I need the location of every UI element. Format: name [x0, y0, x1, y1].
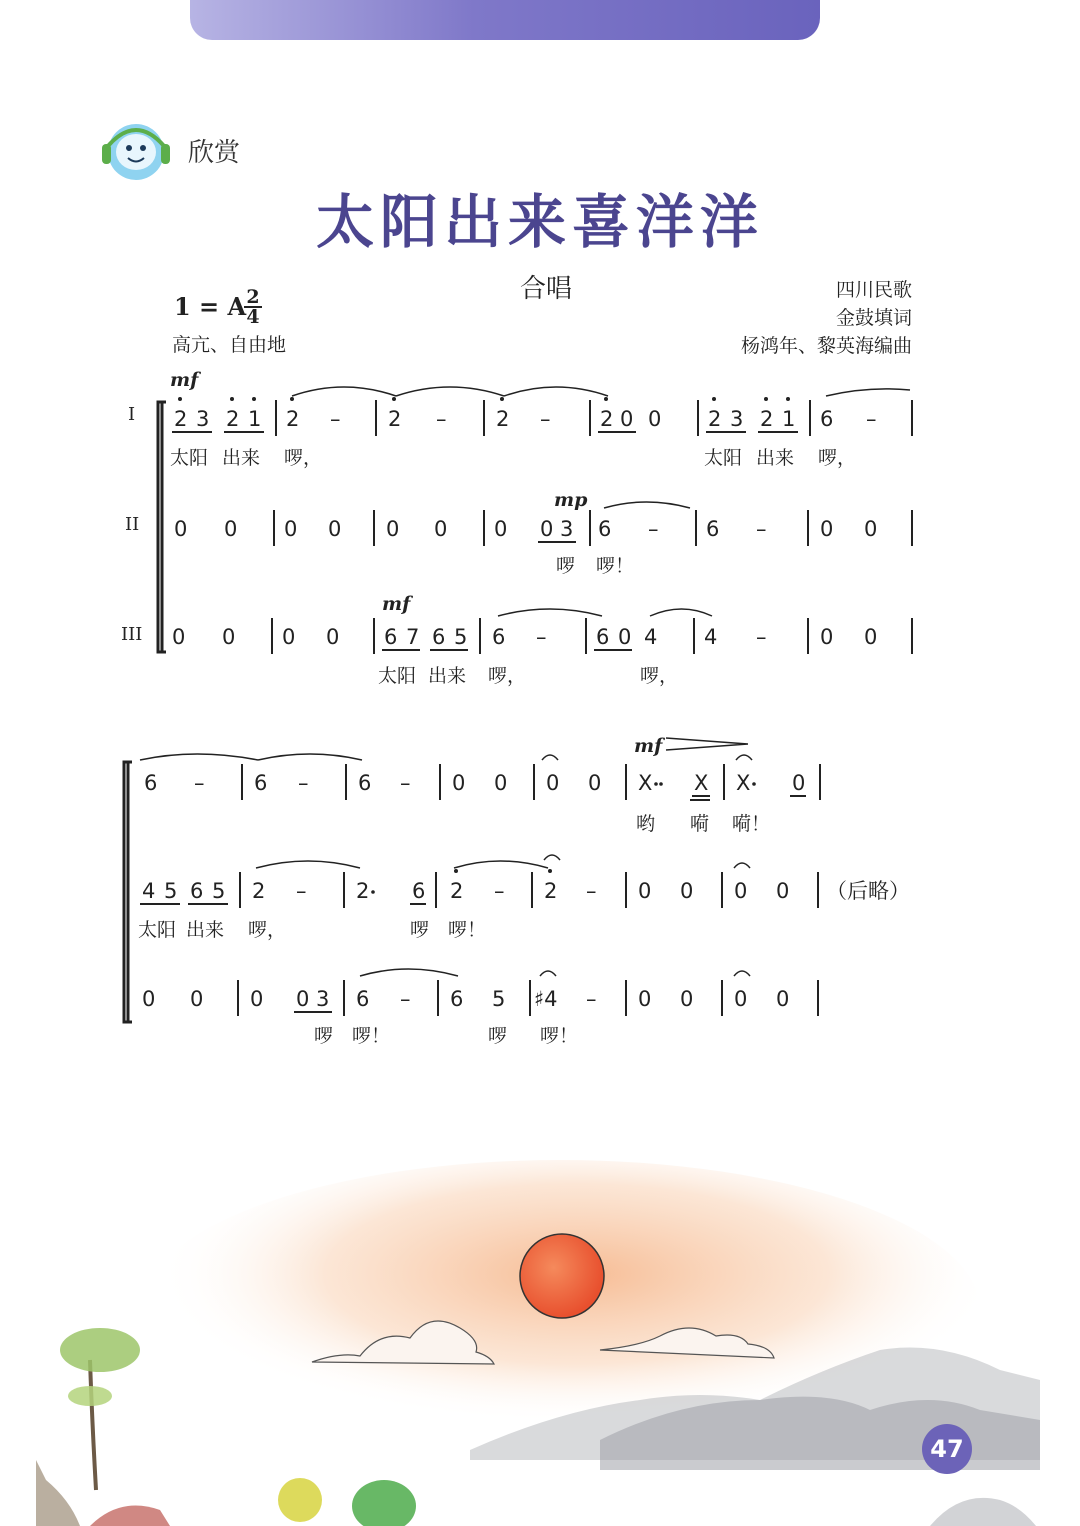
lyric: 啰， — [640, 665, 679, 687]
score-system-1 — [0, 360, 1080, 700]
score-note: 2 — [174, 407, 188, 431]
score-note: – — [494, 879, 505, 903]
tree-foliage — [60, 1328, 140, 1372]
score-note: 0 — [648, 407, 662, 431]
score-note: 0 — [142, 987, 156, 1011]
lyric: 太阳 — [138, 919, 177, 941]
score-note: 0 — [776, 987, 790, 1011]
score-note: – — [400, 771, 411, 795]
dynamic-mark: mf — [382, 593, 411, 615]
score-note: 0 — [452, 771, 466, 795]
key-signature: 1 = A — [174, 292, 247, 321]
score-note: 0 — [776, 879, 790, 903]
score-note: 0 — [734, 987, 748, 1011]
score-note: 2 — [286, 407, 300, 431]
score-note: 0 — [296, 987, 310, 1011]
dynamic-mark: mf — [170, 369, 199, 391]
score-note: 0 — [386, 517, 400, 541]
score-note: 6 — [432, 625, 446, 649]
score-note: 0 — [546, 771, 560, 795]
score-note: 2 — [226, 407, 240, 431]
lyric: 啰 — [314, 1025, 334, 1047]
score-note: X — [638, 771, 653, 795]
shrub — [278, 1478, 322, 1522]
score-note: X — [736, 771, 751, 795]
score-note: 0 — [284, 517, 298, 541]
score-note: – — [866, 407, 877, 431]
score-note: 3 — [316, 987, 330, 1011]
score-note: X — [694, 771, 709, 795]
score-note: – — [648, 517, 659, 541]
score-note: 0 — [680, 987, 694, 1011]
lyric: 太阳 — [378, 665, 417, 687]
score-note: 6 — [450, 987, 464, 1011]
score-note: 0 — [680, 879, 694, 903]
score-note: 0 — [250, 987, 264, 1011]
score-note: 0 — [864, 625, 878, 649]
score-note: – — [586, 879, 597, 903]
lyric: 啰！ — [596, 555, 635, 577]
score-note: 0 — [282, 625, 296, 649]
score-note: – — [296, 879, 307, 903]
sun — [520, 1234, 604, 1318]
time-sig-bottom: 4 — [246, 306, 260, 328]
score-note: 2 — [388, 407, 402, 431]
score-note: 6 — [412, 879, 426, 903]
score-note: 0 — [224, 517, 238, 541]
page-number: 47 — [922, 1424, 972, 1474]
score-note: 6 — [820, 407, 834, 431]
score-note: – — [298, 771, 309, 795]
score-note: 0 — [618, 625, 632, 649]
score-note: 0 — [326, 625, 340, 649]
score-note: – — [194, 771, 205, 795]
top-banner — [190, 0, 820, 40]
lyric: 啰 — [410, 919, 430, 941]
decrescendo-hairpin — [666, 738, 748, 750]
lyric: 嗬 — [690, 813, 710, 835]
lyric: 啰！ — [540, 1025, 579, 1047]
lyric: 啰， — [248, 919, 287, 941]
score-note: 0 — [864, 517, 878, 541]
score-note: 0 — [434, 517, 448, 541]
lyric: 哟 — [636, 813, 656, 835]
score-note: 7 — [406, 625, 420, 649]
time-signature — [244, 288, 262, 326]
lyric: 出来 — [222, 447, 261, 469]
score-note: 6 — [254, 771, 268, 795]
tree-trunk — [90, 1360, 96, 1490]
score-note: 0 — [638, 879, 652, 903]
score-note: 6 — [190, 879, 204, 903]
roof — [90, 1506, 170, 1526]
dynamic-mark: mf — [634, 735, 663, 757]
score-note: 6 — [356, 987, 370, 1011]
score-note: 0 — [172, 625, 186, 649]
rock — [36, 1460, 80, 1526]
lyric: 啰， — [488, 665, 527, 687]
lyric: 啰， — [818, 447, 857, 469]
score-note: – — [436, 407, 447, 431]
score-note: 6 — [706, 517, 720, 541]
sunrise-landscape — [0, 1160, 1080, 1526]
score-note: 0 — [820, 625, 834, 649]
lyric: 嗬！ — [732, 813, 771, 835]
voice-label: II — [125, 514, 140, 535]
score-note: ♯4 — [534, 987, 558, 1011]
score-note: 0 — [540, 517, 554, 541]
lyric: 出来 — [756, 447, 795, 469]
score-note: 3 — [196, 407, 210, 431]
score-note: 0 — [190, 987, 204, 1011]
score-note: 5 — [454, 625, 468, 649]
mountain-range — [930, 1498, 1036, 1526]
score-note: 6 — [144, 771, 158, 795]
dynamic-mark: mp — [554, 489, 588, 511]
score-note: – — [540, 407, 551, 431]
score-note: 5 — [492, 987, 506, 1011]
score-note: 5 — [212, 879, 226, 903]
score-note: 2 — [252, 879, 266, 903]
score-note: 2 — [708, 407, 722, 431]
credit-lyricist: 金鼓填词 — [835, 307, 912, 329]
score-note: 0 — [588, 771, 602, 795]
score-note: – — [756, 517, 767, 541]
lyric: 啰 — [488, 1025, 508, 1047]
score-note: 6 — [384, 625, 398, 649]
shrub — [352, 1480, 416, 1526]
score-note: 0 — [174, 517, 188, 541]
song-subtitle: 合唱 — [520, 274, 573, 304]
tempo-marking: 高亢、自由地 — [172, 334, 287, 356]
score-note: 2 — [496, 407, 510, 431]
score-note: 0 — [620, 407, 634, 431]
score-note: 4 — [644, 625, 658, 649]
score-note: 2 — [544, 879, 558, 903]
score-note: 0 — [792, 771, 806, 795]
lyric: 出来 — [186, 919, 225, 941]
score-note: 2 — [450, 879, 464, 903]
tree-foliage — [68, 1386, 112, 1406]
score-note: 6 — [358, 771, 372, 795]
credits — [741, 276, 912, 360]
score-note: 6 — [492, 625, 506, 649]
score-note: 0 — [494, 517, 508, 541]
score-note: – — [536, 625, 547, 649]
score-note: 6 — [596, 625, 610, 649]
score-note: 0 — [734, 879, 748, 903]
score-note: 6 — [598, 517, 612, 541]
tail-omitted-note: （后略） — [826, 879, 910, 903]
score-note: 2 — [356, 879, 370, 903]
score-note: 4 — [704, 625, 718, 649]
lyric: 啰！ — [448, 919, 487, 941]
score-note: 5 — [164, 879, 178, 903]
lyric: 啰 — [556, 555, 576, 577]
voice-label: III — [121, 624, 143, 645]
score-note: 0 — [638, 987, 652, 1011]
score-note: 1 — [782, 407, 796, 431]
score-note: – — [756, 625, 767, 649]
score-note: 3 — [730, 407, 744, 431]
score-note: 0 — [494, 771, 508, 795]
score-note: 2 — [760, 407, 774, 431]
lyric: 太阳 — [704, 447, 743, 469]
lyric: 啰！ — [352, 1025, 391, 1047]
time-sig-top: 2 — [246, 286, 260, 308]
score-note: – — [330, 407, 341, 431]
score-note: 0 — [328, 517, 342, 541]
score-note: 0 — [222, 625, 236, 649]
lyric: 啰， — [284, 447, 323, 469]
section-label: 欣赏 — [188, 138, 241, 168]
score-note: – — [400, 987, 411, 1011]
lyric: 太阳 — [170, 447, 209, 469]
voice-label: I — [128, 404, 136, 425]
credit-origin: 四川民歌 — [835, 279, 912, 301]
score-note: 4 — [142, 879, 156, 903]
credit-arranger: 杨鸿年、黎英海编曲 — [740, 335, 912, 357]
score-note: 3 — [560, 517, 574, 541]
score-note: – — [586, 987, 597, 1011]
lyric: 出来 — [428, 665, 467, 687]
score-system-2 — [0, 730, 1080, 1060]
score-note: 0 — [820, 517, 834, 541]
score-note: 1 — [248, 407, 262, 431]
song-title: 太阳出来喜洋洋 — [315, 188, 764, 256]
score-note: 2 — [600, 407, 614, 431]
